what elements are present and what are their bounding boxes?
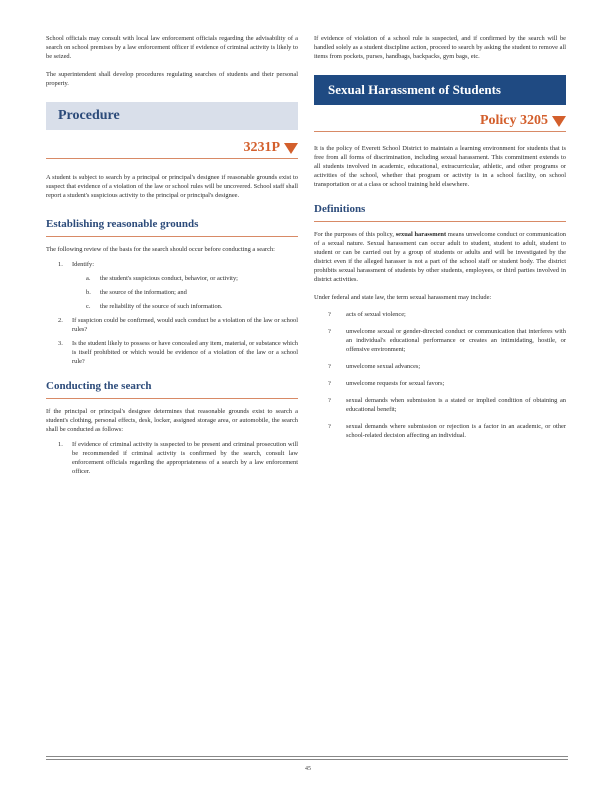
bullet-marker: ? [328, 328, 331, 335]
triangle-down-icon [552, 116, 566, 127]
bullet-item [314, 396, 566, 414]
bullet-text: sexual demands when submission is a stated or implied condition of obtaining an educational benefit; [346, 397, 566, 413]
list-text [72, 316, 298, 334]
bullet-marker: ? [328, 311, 331, 318]
policy-title: Sexual Harassment of Students [328, 82, 501, 97]
list-number: 3. [58, 340, 63, 347]
section1-list [46, 260, 298, 366]
right-intro-paragraph: If evidence of violation of a school rule is suspected, and if confirmed by the search will be handled solely as a student discipline action, proceed to search by asking the student to remove all items from pockets, purses, handbags, backpacks, gym bags, etc. [314, 35, 566, 60]
procedure-code: 3231P [243, 140, 280, 155]
bullet-text: unwelcome requests for sexual favors; [346, 380, 445, 387]
list-item [46, 339, 298, 366]
footer-rule-bottom [46, 759, 568, 760]
left-column [46, 34, 298, 481]
list-text [72, 440, 298, 476]
list-text-content: Is the student likely to possess or have concealed any item, material, or substance which is itself prohibited or which would be evidence of a violation of the law or a school rule? [72, 340, 298, 365]
list-number: 2. [58, 317, 63, 324]
bullet-item [314, 327, 566, 354]
sub-list-text: the student's suspicious conduct, behavior, or activity; [100, 275, 238, 282]
triangle-down-icon [284, 143, 298, 154]
sub-list-letter: b. [86, 289, 91, 296]
bullet-text: sexual demands where submission or rejection is a factor in an academic, or other school-related decision affecting an individual. [346, 423, 566, 439]
sub-list-item [72, 274, 298, 283]
section1-intro: The following review of the basis for the search should occur before conducting a search: [46, 246, 275, 253]
bullet-item [314, 362, 566, 371]
sub-list-letter: c. [86, 303, 91, 310]
section-heading-reasonable-grounds: Establishing reasonable grounds [46, 218, 298, 237]
section-heading-definitions: Definitions [314, 203, 566, 222]
policy-title-bar [314, 75, 566, 105]
bullet-marker: ? [328, 423, 331, 430]
bullet-marker: ? [328, 380, 331, 387]
sub-list-text: the source of the information; and [100, 289, 187, 296]
page-number: 45 [305, 766, 311, 772]
bullet-item [314, 422, 566, 440]
bullet-item [314, 379, 566, 388]
list-text-content: If evidence of criminal activity is suspected to be present and criminal prosecution will be recommended if criminal activity is confirmed by the search, consult law enforcement officials regarding the appropriateness of a search by a law enforcement officer. [72, 441, 298, 475]
policy-code: Policy 3205 [479, 113, 548, 128]
bullet-text: unwelcome sexual advances; [346, 363, 421, 370]
definitions-pre: For the purposes of this policy, [314, 231, 394, 238]
bullet-text: unwelcome sexual or gender-directed conduct or communication that interferes with an individual's educational performance or creates an intimidating, hostile, or offensive environment; [346, 328, 566, 353]
sub-list-text: the reliability of the source of such information. [100, 303, 223, 310]
list-number: 1. [58, 261, 63, 268]
right-column [314, 34, 566, 448]
procedure-header-box [46, 102, 298, 130]
bullet-item [314, 310, 566, 319]
definitions-paragraph-1 [314, 230, 566, 284]
list-text [72, 339, 298, 366]
list-text [72, 260, 298, 311]
list-item [46, 440, 298, 476]
left-intro-paragraph-1: School officials may consult with local law enforcement officials regarding the advisability of a search on school premises by a law enforcement officer if evidence of criminal activity is likely to be seized. [46, 35, 298, 60]
list-number: 1. [58, 441, 63, 448]
bullet-marker: ? [328, 363, 331, 370]
procedure-title: Procedure [58, 108, 120, 123]
definitions-term: sexual harassment [395, 231, 447, 238]
left-intro-paragraph-2: The superintendent shall develop procedures regulating searches of students and their personal property. [46, 71, 298, 87]
list-item [46, 260, 298, 311]
definitions-paragraph-2: Under federal and state law, the term sexual harassment may include: [314, 294, 492, 301]
sub-list-item [72, 288, 298, 297]
list-text-content: Identify: [72, 261, 95, 268]
sub-list-letter: a. [86, 275, 91, 282]
footer-rule-top [46, 756, 568, 757]
harassment-bullet-list [314, 310, 566, 440]
sub-list-item [72, 302, 298, 311]
bullet-marker: ? [328, 397, 331, 404]
list-item [46, 316, 298, 334]
definitions-post: means unwelcome conduct or communication of a sexual nature. Sexual harassment can occur adult to student, student to adult, student to student or can be carried out by a group of students or adults and will be investigated by the district even if the alleged harasser is not a part of the school staff or student body. The district prohibits sexual harassment of students by other students, employees, or third parties involved in district activities. [314, 231, 566, 283]
procedure-code-line [46, 132, 298, 159]
policy-paragraph: It is the policy of Everett School District to maintain a learning environment for students that is free from all forms of discrimination, including sexual harassment. This commitment extends to all students involved in academic, educational, extracurricular, athletic, and other programs or activities of the school, whether that program or activity is in a school facility, on school transportation or at a class or school training held elsewhere. [314, 145, 566, 188]
list-text-content: If suspicion could be confirmed, would such conduct be a violation of the law or school rules? [72, 317, 298, 333]
section-heading-conducting-search: Conducting the search [46, 380, 298, 399]
policy-code-line [314, 107, 566, 132]
bullet-text: acts of sexual violence; [346, 311, 406, 318]
section2-intro: If the principal or principal's designee determines that reasonable grounds exist to search a student's clothing, personal effects, desk, locker, assigned storage area, or automobile, the search shall be conducted as follows: [46, 408, 298, 433]
section2-list [46, 440, 298, 476]
procedure-paragraph: A student is subject to search by a principal or principal's designee if reasonable grounds exist to suspect that evidence of a violation of the law or school rules will be uncovered. School staff shall report a student's suspicious activity to the principal or principal's designee. [46, 174, 298, 199]
